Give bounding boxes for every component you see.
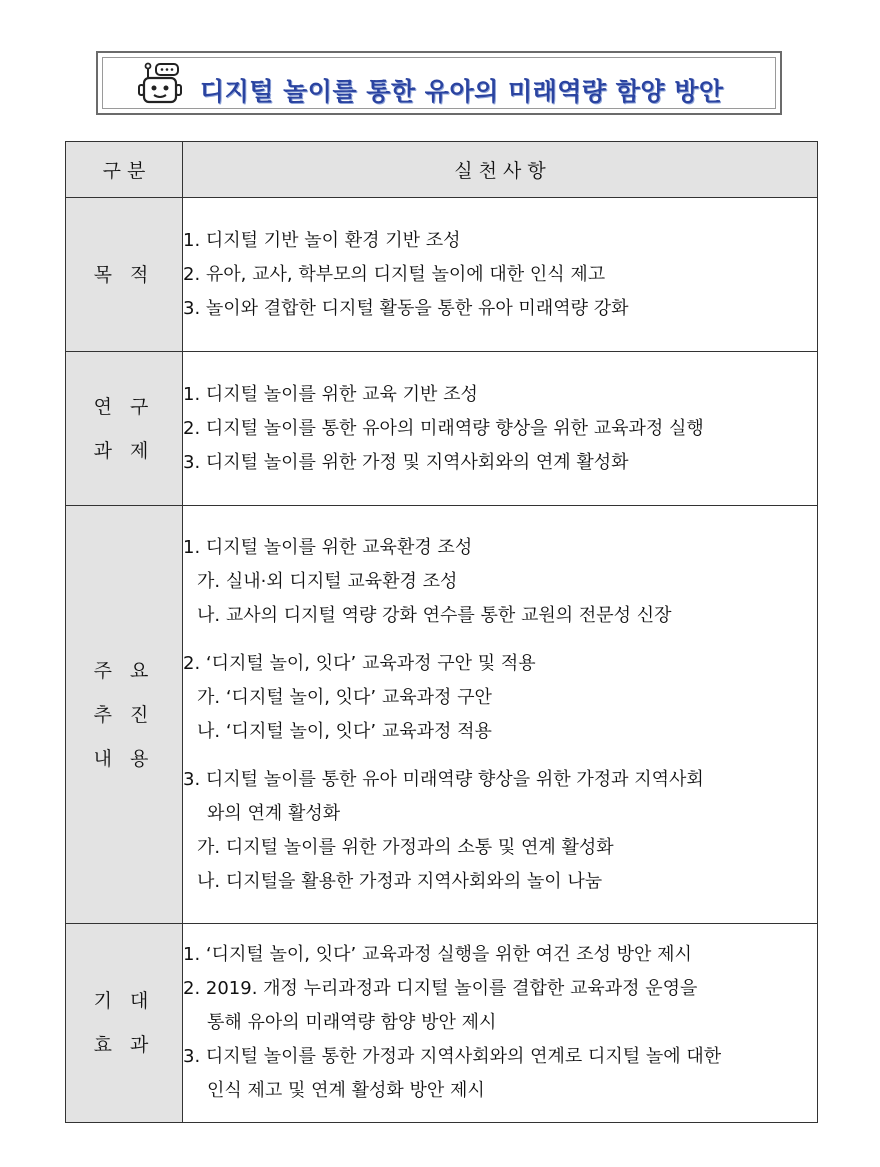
- group-item: 나. ‘디지털 놀이, 잇다’ 교육과정 적용: [197, 720, 492, 742]
- category-label: 효 과: [93, 1034, 155, 1056]
- content-line: 1. 디지털 놀이를 위한 교육 기반 조성: [183, 383, 478, 405]
- practice-table: [65, 141, 818, 1123]
- robot-icon: [136, 60, 186, 110]
- category-label: 내 용: [93, 747, 155, 770]
- group-item: 나. 교사의 디지털 역량 강화 연수를 통한 교원의 전문성 신장: [197, 604, 672, 626]
- category-label: 주 요: [93, 659, 155, 682]
- content-line: 1. 디지털 기반 놀이 환경 기반 조성: [183, 229, 461, 251]
- row-category: [66, 198, 183, 352]
- page-title: 디지털 놀이를 통한 유아의 미래역량 함양 방안: [200, 77, 724, 106]
- content-line: 2. 디지털 놀이를 통한 유아의 미래역량 향상을 위한 교육과정 실행: [183, 417, 704, 439]
- header-practice: 실 천 사 항: [183, 142, 818, 198]
- content-line: 3. 디지털 놀이를 위한 가정 및 지역사회와의 연계 활성화: [183, 451, 629, 473]
- group-item: 가. 디지털 놀이를 위한 가정과의 소통 및 연계 활성화: [197, 836, 614, 858]
- group-heading-continuation: 와의 연계 활성화: [207, 802, 341, 824]
- row-category: [66, 506, 183, 924]
- row-category: [66, 352, 183, 506]
- content-line: 2. 2019. 개정 누리과정과 디지털 놀이를 결합한 교육과정 운영을: [183, 978, 698, 999]
- table-row: [66, 198, 818, 352]
- row-category: [66, 924, 183, 1123]
- category-label: 기 대: [93, 990, 155, 1012]
- category-label: 추 진: [93, 703, 155, 726]
- row-content: [183, 352, 818, 506]
- group-item: 가. ‘디지털 놀이, 잇다’ 교육과정 구안: [197, 686, 492, 708]
- row-content: [183, 506, 818, 924]
- content-line-continuation: 통해 유아의 미래역량 함양 방안 제시: [207, 1012, 497, 1033]
- category-label: 연 구: [93, 395, 155, 418]
- content-line: 2. 유아, 교사, 학부모의 디지털 놀이에 대한 인식 제고: [183, 263, 606, 285]
- row-content: [183, 924, 818, 1123]
- category-label: 목 적: [93, 263, 155, 286]
- group-item: 가. 실내·외 디지털 교육환경 조성: [197, 570, 458, 592]
- group-heading: 3. 디지털 놀이를 통한 유아 미래역량 향상을 위한 가정과 지역사회: [183, 768, 704, 790]
- table-header-row: [66, 142, 818, 198]
- group-item: 나. 디지털을 활용한 가정과 지역사회와의 놀이 나눔: [197, 870, 603, 892]
- row-content: [183, 198, 818, 352]
- content-line: 1. ‘디지털 놀이, 잇다’ 교육과정 실행을 위한 여건 조성 방안 제시: [183, 944, 692, 965]
- category-label: 과 제: [93, 439, 155, 462]
- table-row: [66, 352, 818, 506]
- content-line-continuation: 인식 제고 및 연계 활성화 방안 제시: [207, 1080, 485, 1101]
- group-heading: 2. ‘디지털 놀이, 잇다’ 교육과정 구안 및 적용: [183, 652, 536, 674]
- group-heading: 1. 디지털 놀이를 위한 교육환경 조성: [183, 536, 473, 558]
- table-row: [66, 924, 818, 1123]
- header-category: 구 분: [66, 142, 183, 198]
- table-row: [66, 506, 818, 924]
- content-line: 3. 놀이와 결합한 디지털 활동을 통한 유아 미래역량 강화: [183, 297, 629, 319]
- content-line: 3. 디지털 놀이를 통한 가정과 지역사회와의 연계로 디지털 놀에 대한: [183, 1046, 722, 1067]
